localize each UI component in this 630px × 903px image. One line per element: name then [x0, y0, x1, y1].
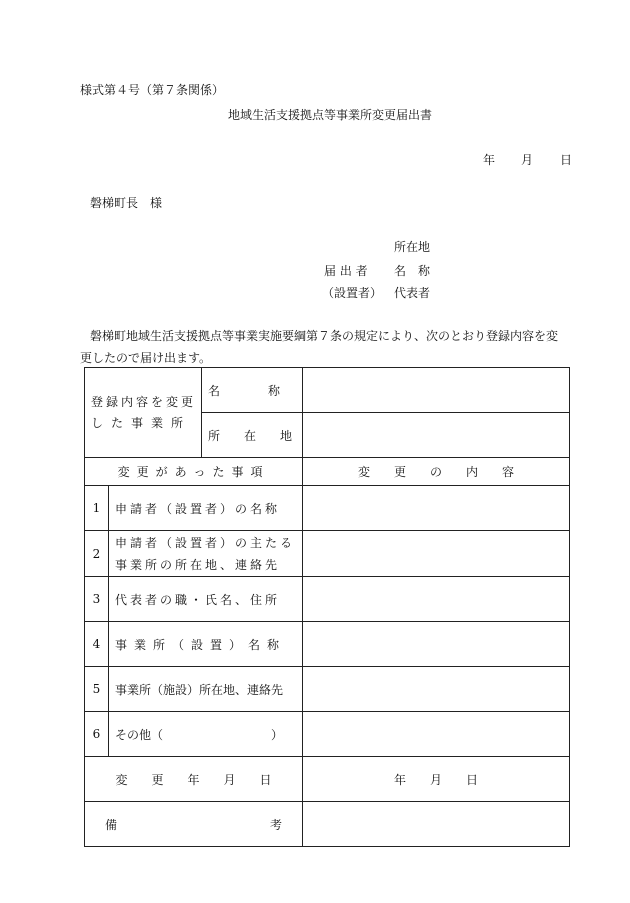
installer-label: （設置者） [322, 286, 383, 300]
remarks-label-left: 備 [105, 817, 118, 832]
item-number: 3 [85, 577, 109, 622]
item-number: 4 [85, 622, 109, 667]
item-number: 1 [85, 486, 109, 531]
item-label-line2: 事業所の所在地、連絡先 [115, 557, 281, 572]
addressee: 磐梯町長 様 [90, 196, 163, 210]
item-label [109, 531, 303, 577]
facility-name-label: 名 称 [208, 383, 281, 398]
col-item-header: 変更があった事項 [85, 458, 303, 486]
facility-address-label: 所 在 地 [208, 428, 293, 443]
item-label: 事業所（設置）名称 [109, 622, 303, 667]
item-content-6[interactable] [303, 712, 570, 757]
remarks-value[interactable] [303, 802, 570, 847]
item-number: 6 [85, 712, 109, 757]
item-label: その他（ ） [109, 712, 303, 757]
item-label: 事業所（施設）所在地、連絡先 [109, 667, 303, 712]
date-month-label: 月 [521, 153, 534, 167]
body-text-line1: 磐梯町地域生活支援拠点等事業実施要綱第７条の規定により、次のとおり登録内容を変 [90, 329, 559, 343]
item-number: 2 [85, 531, 109, 577]
item-content-3[interactable] [303, 577, 570, 622]
date-day-label: 日 [560, 153, 573, 167]
facility-address-value[interactable] [303, 413, 570, 458]
change-form-table [84, 367, 570, 847]
facility-name-value[interactable] [303, 368, 570, 413]
applicant-name-label: 名 称 [394, 264, 431, 278]
facility-address-label-cell [202, 413, 303, 458]
remarks-label-cell [85, 802, 303, 847]
item-label: 代表者の職・氏名、住所 [109, 577, 303, 622]
facility-header-line1: 登録内容を変更 [91, 394, 197, 409]
reporter-label: 届 出 者 [324, 264, 368, 278]
facility-name-label-cell [202, 368, 303, 413]
date-year-label: 年 [483, 153, 496, 167]
item-content-4[interactable] [303, 622, 570, 667]
representative-label: 代表者 [394, 286, 431, 300]
col-content-header: 変 更 の 内 容 [303, 458, 570, 486]
remarks-label-right: 考 [270, 817, 283, 832]
document-title: 地域生活支援拠点等事業所変更届出書 [228, 108, 433, 122]
facility-header-cell [85, 368, 202, 458]
item-label: 申請者（設置者）の名称 [109, 486, 303, 531]
item-content-2[interactable] [303, 531, 570, 577]
item-content-5[interactable] [303, 667, 570, 712]
item-content-1[interactable] [303, 486, 570, 531]
form-number: 様式第４号（第７条関係） [80, 83, 225, 97]
item-number: 5 [85, 667, 109, 712]
change-date-label: 変 更 年 月 日 [85, 757, 303, 802]
address-label: 所在地 [394, 240, 431, 254]
change-date-value[interactable]: 年 月 日 [303, 757, 570, 802]
item-label-line1: 申請者（設置者）の主たる [115, 535, 296, 550]
facility-header-line2: した事業所 [91, 415, 192, 430]
body-text-line2: 更したので届け出ます。 [80, 351, 212, 365]
